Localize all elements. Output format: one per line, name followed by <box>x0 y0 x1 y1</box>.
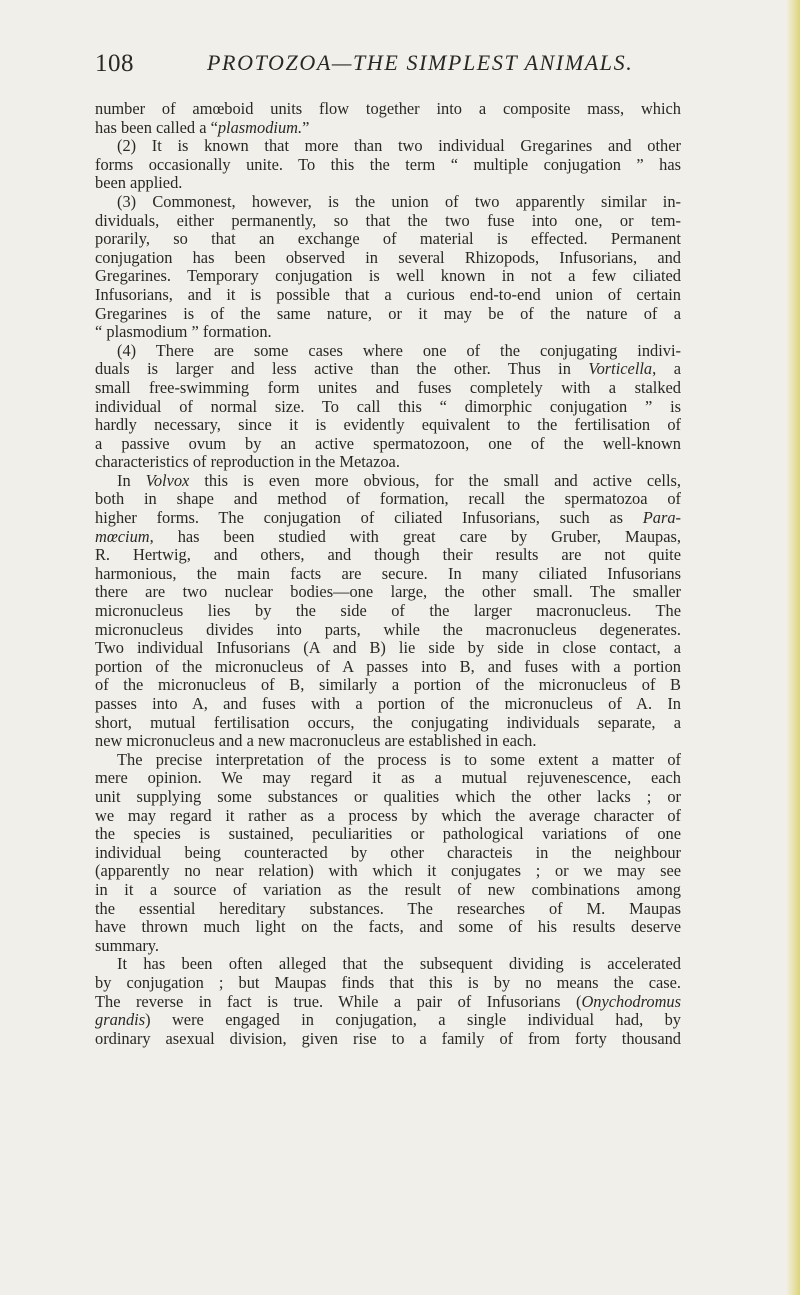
line-text: , a <box>652 359 681 379</box>
text-line <box>95 286 681 305</box>
line-text: ordinary asexual division, given rise to a family of from forty thousand <box>95 1028 681 1048</box>
text-line <box>95 472 681 491</box>
text-line <box>95 751 681 770</box>
text-line <box>95 435 681 454</box>
line-text: duals is larger and less active than the other. Thus in <box>95 359 589 379</box>
page-header <box>95 50 675 82</box>
line-text: short, mutual fertilisation occurs, the conjugating individuals separate, a <box>95 712 681 732</box>
text-line <box>95 398 681 417</box>
line-text: ) were engaged in conjugation, a single individual had, by <box>145 1010 681 1030</box>
text-line <box>95 788 681 807</box>
line-text: (4) There are some cases where one of the conjugating indivi- <box>117 340 681 360</box>
line-text: number of amœboid units flow together into a composite mass, which <box>95 99 681 118</box>
italic-text: Onychodromus <box>581 991 681 1011</box>
line-text: summary. <box>95 935 160 955</box>
text-line <box>95 844 681 863</box>
line-text: Two individual Infusorians (A and B) lie side by side in close contact, a <box>95 638 681 658</box>
text-line <box>95 807 681 826</box>
text-line <box>95 676 681 695</box>
line-text: It has been often alleged that the subsequent dividing is accelerated <box>117 954 681 974</box>
italic-text: mœcium <box>95 526 150 546</box>
text-line <box>95 565 681 584</box>
line-text: we may regard it rather as a process by which the average character of <box>95 805 681 825</box>
line-text: harmonious, the main facts are secure. In many ciliated Infusorians <box>95 563 681 583</box>
line-text: the species is sustained, peculiarities or pathological variations of one <box>95 824 681 844</box>
text-line <box>95 137 681 156</box>
text-line <box>95 212 681 231</box>
line-text: the essential hereditary substances. The researches of M. Maupas <box>95 898 681 918</box>
line-text: has been called a “ <box>95 117 218 137</box>
line-text: in it a source of variation as the result of new combinations among <box>95 879 681 899</box>
line-text: mere opinion. We may regard it as a mutual rejuvenescence, each <box>95 768 681 788</box>
line-text: porarily, so that an exchange of material is effected. Permanent <box>95 229 681 249</box>
italic-text: plasmodium. <box>217 117 303 137</box>
line-text: passes into A, and fuses with a portion of the micronucleus of A. In <box>95 694 681 713</box>
text-line <box>95 156 681 175</box>
line-text: by conjugation ; but Maupas finds that this is by no means the case. <box>95 972 681 992</box>
line-text: ” <box>302 117 310 137</box>
line-text: (3) Commonest, however, is the union of two apparently similar in- <box>117 191 681 211</box>
line-text: higher forms. The conjugation of ciliated Infusorians, such as <box>95 508 643 528</box>
text-line <box>95 769 681 788</box>
line-text: portion of the micronucleus of A passes into B, and fuses with a portion <box>95 656 681 676</box>
text-line <box>95 528 681 547</box>
text-line <box>95 453 681 472</box>
text-line <box>95 379 681 398</box>
text-line <box>95 305 681 324</box>
text-line <box>95 900 681 919</box>
italic-text: Volvox <box>145 470 190 490</box>
line-text: characteristics of reproduction in the Metazoa. <box>95 452 400 472</box>
running-title: PROTOZOA—THE SIMPLEST ANIMALS. <box>207 50 634 75</box>
text-line <box>95 583 681 602</box>
text-line <box>95 323 681 342</box>
line-text: The precise interpretation of the process is to some extent a matter of <box>117 749 681 769</box>
line-text: forms occasionally unite. To this the term “ multiple conjugation ” has <box>95 154 681 174</box>
text-line <box>95 918 681 937</box>
line-text: both in shape and method of formation, recall the spermatozoa of <box>95 489 681 509</box>
line-text: , has been studied with great care by Gruber, Maupas, <box>149 526 681 546</box>
text-line <box>95 230 681 249</box>
line-text: R. Hertwig, and others, and though their results are not quite <box>95 545 681 565</box>
text-line <box>95 825 681 844</box>
text-line <box>95 509 681 528</box>
page-number: 108 <box>95 50 134 77</box>
line-text: a passive ovum by an active spermatozoon, one of the well-known <box>95 433 681 453</box>
text-line <box>95 546 681 565</box>
line-text: The reverse in fact is true. While a pair of Infusorians ( <box>95 991 582 1011</box>
italic-text: Vorticella <box>588 359 653 379</box>
text-line <box>95 342 681 361</box>
text-line <box>95 639 681 658</box>
text-line <box>95 955 681 974</box>
line-text: of the micronucleus of B, similarly a portion of the micronucleus of B <box>95 675 681 695</box>
line-text: individual being counteracted by other characteis in the neighbour <box>95 842 681 862</box>
line-text: been applied. <box>95 173 183 193</box>
line-text: individual of normal size. To call this “ dimorphic conjugation ” is <box>95 396 681 416</box>
italic-text: Para- <box>642 508 681 528</box>
line-text: new micronucleus and a new macronucleus are established in each. <box>95 731 537 751</box>
page-edge-shadow <box>786 0 800 1295</box>
line-text: (2) It is known that more than two individual Gregarines and other <box>117 136 681 156</box>
text-line <box>95 862 681 881</box>
line-text: hardly necessary, since it is evidently equivalent to the fertilisation of <box>95 415 681 435</box>
text-line <box>95 100 681 119</box>
text-line <box>95 1030 681 1049</box>
line-text: have thrown much light on the facts, and some of his results deserve <box>95 917 681 937</box>
text-line <box>95 621 681 640</box>
text-line <box>95 360 681 379</box>
text-line <box>95 490 681 509</box>
line-text: unit supplying some substances or qualities which the other lacks ; or <box>95 786 681 806</box>
text-line <box>95 993 681 1012</box>
line-text: micronucleus lies by the side of the larger macronucleus. The <box>95 601 681 621</box>
line-text: “ plasmodium ” formation. <box>95 322 272 342</box>
text-line <box>95 174 681 193</box>
text-line <box>95 119 681 138</box>
text-line <box>95 937 681 956</box>
text-line <box>95 1011 681 1030</box>
text-line <box>95 658 681 677</box>
line-text: there are two nuclear bodies—one large, the other small. The smaller <box>95 582 681 602</box>
text-line <box>95 267 681 286</box>
line-text: small free-swimming form unites and fuses completely with a stalked <box>95 377 681 397</box>
text-line <box>95 416 681 435</box>
text-line <box>95 249 681 268</box>
line-text: Infusorians, and it is possible that a curious end-to-end union of certain <box>95 284 681 304</box>
line-text: micronucleus divides into parts, while the macronucleus degenerates. <box>95 619 681 639</box>
text-line <box>95 193 681 212</box>
line-text: In <box>117 470 146 490</box>
line-text: dividuals, either permanently, so that the two fuse into one, or tem- <box>95 210 681 230</box>
text-line <box>95 974 681 993</box>
line-text: Gregarines is of the same nature, or it may be of the nature of a <box>95 303 681 323</box>
line-text: Gregarines. Temporary conjugation is well known in not a few ciliated <box>95 266 681 286</box>
text-line <box>95 732 681 751</box>
body-text <box>95 100 681 1048</box>
text-line <box>95 695 681 714</box>
line-text: this is even more obvious, for the small and active cells, <box>189 470 681 490</box>
line-text: (apparently no near relation) with which it conjugates ; or we may see <box>95 861 681 881</box>
text-line <box>95 602 681 621</box>
text-line <box>95 714 681 733</box>
italic-text: grandis <box>95 1010 146 1030</box>
line-text: conjugation has been observed in several Rhizopods, Infusorians, and <box>95 247 681 267</box>
text-line <box>95 881 681 900</box>
